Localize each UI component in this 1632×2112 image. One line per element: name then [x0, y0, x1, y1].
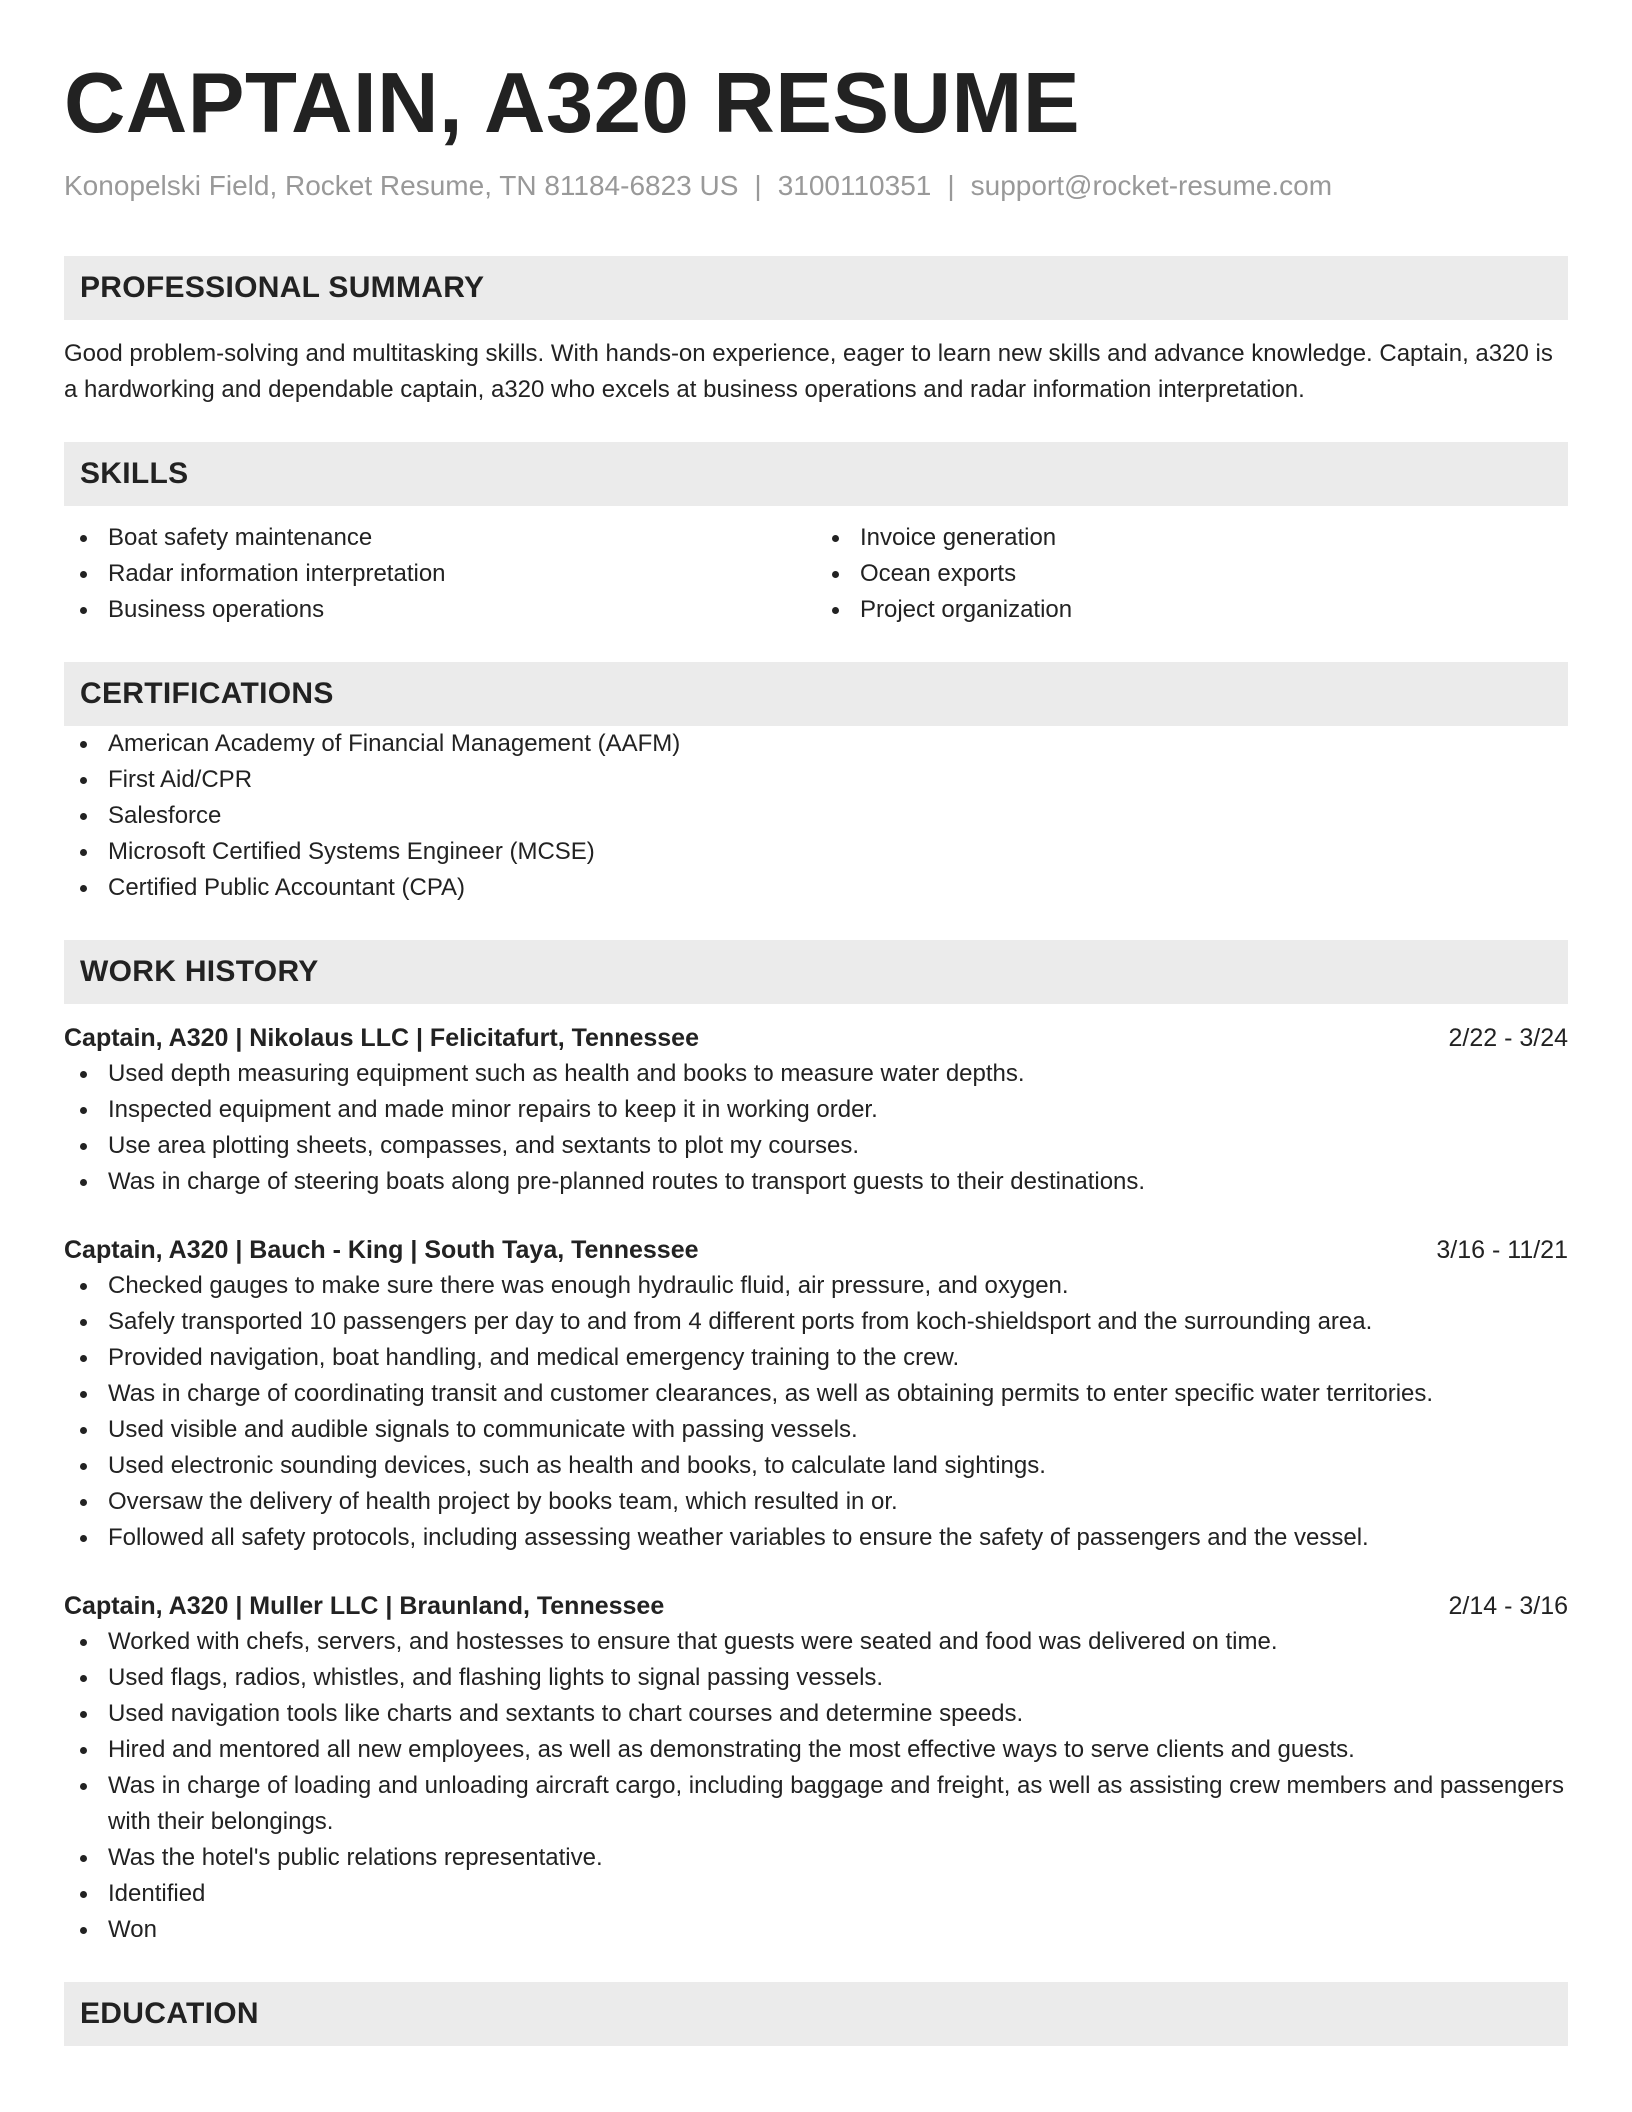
- skills-columns: [64, 520, 1568, 628]
- skills-list-left: [64, 520, 816, 628]
- job-duty: Provided navigation, boat handling, and medical emergency training to the crew.: [64, 1340, 1568, 1376]
- certifications-list: [64, 726, 1568, 906]
- certification-item: Microsoft Certified Systems Engineer (MCSE): [64, 834, 1568, 870]
- job-duty: Followed all safety protocols, including assessing weather variables to ensure the safety of passengers and the vessel.: [64, 1520, 1568, 1556]
- job-duty: Safely transported 10 passengers per day to and from 4 different ports from koch-shieldsport and the surrounding area.: [64, 1304, 1568, 1340]
- job-entry: [64, 1588, 1568, 1948]
- job-duty: Was in charge of loading and unloading aircraft cargo, including baggage and freight, as well as assisting crew members and passengers with their belongings.: [64, 1768, 1568, 1840]
- job-duty: Hired and mentored all new employees, as well as demonstrating the most effective ways to serve clients and guests.: [64, 1732, 1568, 1768]
- job-duty: Used electronic sounding devices, such as health and books, to calculate land sightings.: [64, 1448, 1568, 1484]
- contact-line: [64, 168, 1568, 204]
- section-heading-certifications: CERTIFICATIONS: [64, 662, 1568, 726]
- skill-item: Business operations: [64, 592, 816, 628]
- contact-phone: 3100110351: [777, 170, 932, 201]
- job-duty: Was in charge of coordinating transit and customer clearances, as well as obtaining permits to enter specific water territories.: [64, 1376, 1568, 1412]
- certification-item: First Aid/CPR: [64, 762, 1568, 798]
- job-dates: 2/14 - 3/16: [1448, 1592, 1568, 1620]
- job-header: [64, 1020, 1568, 1056]
- skill-item: Ocean exports: [816, 556, 1568, 592]
- job-dates: 2/22 - 3/24: [1448, 1024, 1568, 1052]
- job-duty: Worked with chefs, servers, and hostesses to ensure that guests were seated and food was delivered on time.: [64, 1624, 1568, 1660]
- section-heading-work-history: WORK HISTORY: [64, 940, 1568, 1004]
- job-entry: [64, 1232, 1568, 1556]
- job-duty: Used navigation tools like charts and sextants to chart courses and determine speeds.: [64, 1696, 1568, 1732]
- job-duty: Was in charge of steering boats along pre-planned routes to transport guests to their destinations.: [64, 1164, 1568, 1200]
- job-duty: Used flags, radios, whistles, and flashing lights to signal passing vessels.: [64, 1660, 1568, 1696]
- summary-text: Good problem-solving and multitasking skills. With hands-on experience, eager to learn new skills and advance knowledge. Captain, a320 is a hardworking and dependable captain, a320 who excels at business operations and radar information interpretation.: [64, 340, 1553, 403]
- job-title: Captain, A320 | Muller LLC | Braunland, Tennessee: [64, 1592, 665, 1620]
- certification-item: Salesforce: [64, 798, 1568, 834]
- job-title: Captain, A320 | Bauch - King | South Taya, Tennessee: [64, 1236, 699, 1264]
- job-duty: Identified: [64, 1876, 1568, 1912]
- contact-email[interactable]: support@rocket-resume.com: [970, 170, 1333, 201]
- certification-item: Certified Public Accountant (CPA): [64, 870, 1568, 906]
- job-duty: Used depth measuring equipment such as health and books to measure water depths.: [64, 1056, 1568, 1092]
- contact-address: Konopelski Field, Rocket Resume, TN 81184-6823 US: [64, 170, 739, 201]
- resume-page: [64, 0, 1568, 2046]
- job-title: Captain, A320 | Nikolaus LLC | Felicitafurt, Tennessee: [64, 1024, 699, 1052]
- job-entry: [64, 1020, 1568, 1200]
- skill-item: Project organization: [816, 592, 1568, 628]
- job-duty: Won: [64, 1912, 1568, 1948]
- skills-list-right: [816, 520, 1568, 628]
- job-duty: Used visible and audible signals to communicate with passing vessels.: [64, 1412, 1568, 1448]
- skill-item: Boat safety maintenance: [64, 520, 816, 556]
- skill-item: Invoice generation: [816, 520, 1568, 556]
- certification-item: American Academy of Financial Management (AAFM): [64, 726, 1568, 762]
- skill-item: Radar information interpretation: [64, 556, 816, 592]
- job-duty: Checked gauges to make sure there was enough hydraulic fluid, air pressure, and oxygen.: [64, 1268, 1568, 1304]
- job-duties-list: [64, 1268, 1568, 1556]
- resume-title: CAPTAIN, A320 RESUME: [64, 56, 1081, 151]
- job-duties-list: [64, 1624, 1568, 1948]
- job-duties-list: [64, 1056, 1568, 1200]
- contact-separator: |: [754, 170, 762, 201]
- contact-separator: |: [947, 170, 955, 201]
- section-heading-skills: SKILLS: [64, 442, 1568, 506]
- job-duty: Inspected equipment and made minor repairs to keep it in working order.: [64, 1092, 1568, 1128]
- job-header: [64, 1588, 1568, 1624]
- job-duty: Oversaw the delivery of health project by books team, which resulted in or.: [64, 1484, 1568, 1520]
- job-duty: Was the hotel's public relations representative.: [64, 1840, 1568, 1876]
- job-header: [64, 1232, 1568, 1268]
- job-dates: 3/16 - 11/21: [1436, 1236, 1568, 1264]
- job-duty: Use area plotting sheets, compasses, and sextants to plot my courses.: [64, 1128, 1568, 1164]
- section-heading-summary: PROFESSIONAL SUMMARY: [64, 256, 1568, 320]
- section-heading-education: EDUCATION: [64, 1982, 1568, 2046]
